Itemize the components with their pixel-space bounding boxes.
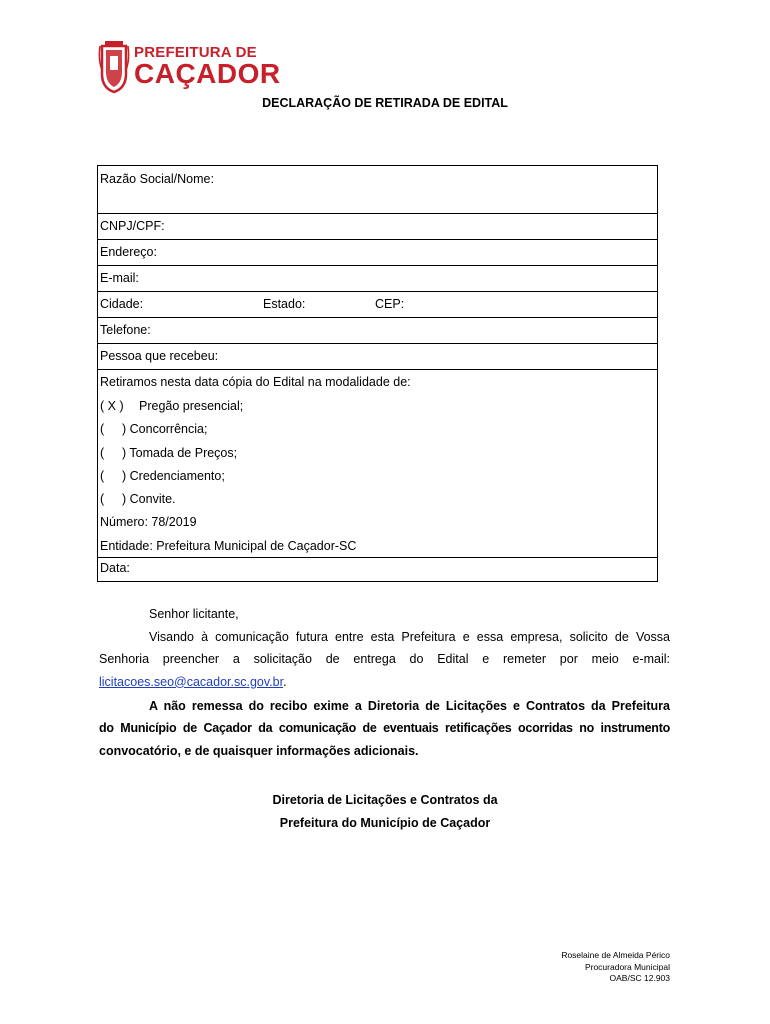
option-mark: (	[100, 468, 105, 483]
option-concorrencia[interactable]	[100, 418, 655, 441]
entidade-text: Entidade: Prefeitura Municipal de Caçador-SC	[100, 538, 357, 553]
option-mark: (	[100, 422, 105, 437]
pessoa-field[interactable]	[98, 344, 657, 370]
salutation-text: Senhor licitante,	[149, 607, 239, 621]
document-title: DECLARAÇÃO DE RETIRADA DE EDITAL	[262, 96, 508, 110]
directorate-line-2: Prefeitura do Município de Caçador	[279, 816, 491, 830]
option-label: Pregão presencial;	[139, 399, 244, 413]
data-field[interactable]	[98, 558, 657, 581]
paragraph-1	[99, 626, 670, 693]
option-label: ) Credenciamento;	[122, 468, 225, 483]
paragraph-2	[99, 695, 670, 762]
option-mark: (	[100, 445, 105, 460]
telefone-field[interactable]	[98, 318, 657, 344]
option-mark: (	[100, 492, 105, 507]
endereco-field[interactable]	[98, 240, 657, 266]
estado-label: Estado:	[263, 297, 306, 311]
paragraph-1-line-2: Senhoria preencher a solicitação de entrega do Edital e remeter por meio e-mail:	[99, 652, 670, 667]
salutation	[99, 603, 670, 625]
option-credenciamento[interactable]	[100, 465, 655, 488]
paragraph-2-line-2: do Município de Caçador da comunicação de eventuais retificações ocorridas no instrumento	[99, 721, 670, 736]
prefeitura-logo	[96, 40, 281, 96]
email-label: E-mail:	[100, 271, 139, 285]
signature-role: Procuradora Municipal	[584, 961, 670, 972]
cep-label: CEP:	[375, 297, 405, 311]
email-suffix: .	[283, 674, 287, 689]
cidade-estado-cep-field[interactable]	[98, 292, 657, 318]
paragraph-2-line-3: convocatório, e de quaisquer informações adicionais.	[99, 743, 419, 758]
data-label: Data:	[100, 561, 130, 575]
modalidade-section	[98, 370, 657, 558]
signature-name: Roselaine de Almeida Périco	[561, 950, 670, 960]
option-label: ) Tomada de Preços;	[122, 445, 238, 460]
numero-text: Número: 78/2019	[100, 515, 197, 530]
email-field[interactable]	[98, 266, 657, 292]
razao-social-field[interactable]	[98, 166, 657, 214]
signature-oab: OAB/SC 12.903	[609, 973, 670, 983]
retiramos-text: Retiramos nesta data cópia do Edital na modalidade de:	[100, 375, 411, 389]
logo-line1: PREFEITURA DE	[134, 44, 257, 61]
email-link[interactable]: licitacoes.seo@cacador.sc.gov.br	[99, 674, 284, 689]
option-label: ) Concorrência;	[122, 422, 208, 437]
paragraph-2-line-1: A não remessa do recibo exime a Diretoria de Licitações e Contratos da Prefeitura	[149, 699, 670, 713]
signature-block	[561, 950, 670, 985]
option-tomada[interactable]	[100, 442, 655, 465]
declaration-form	[97, 165, 658, 582]
cnpj-field[interactable]	[98, 214, 657, 240]
option-convite[interactable]	[100, 488, 655, 511]
cnpj-label: CNPJ/CPF:	[100, 219, 165, 233]
pessoa-label: Pessoa que recebeu:	[100, 349, 219, 363]
endereco-label: Endereço:	[100, 245, 157, 259]
city-crest-icon	[96, 40, 132, 96]
option-pregao[interactable]	[100, 395, 655, 418]
razao-social-label: Razão Social/Nome:	[100, 172, 214, 186]
directorate-line-1: Diretoria de Licitações e Contratos da	[272, 793, 498, 807]
logo-line2: CAÇADOR	[134, 58, 281, 89]
option-label: ) Convite.	[122, 492, 176, 507]
option-mark: ( X )	[100, 399, 124, 413]
cidade-label: Cidade:	[100, 297, 144, 311]
telefone-label: Telefone:	[100, 323, 151, 337]
paragraph-1-line-1: Visando à comunicação futura entre esta Prefeitura e essa empresa, solicito de Vossa	[149, 630, 670, 644]
paragraph-1-line-3	[99, 671, 670, 693]
